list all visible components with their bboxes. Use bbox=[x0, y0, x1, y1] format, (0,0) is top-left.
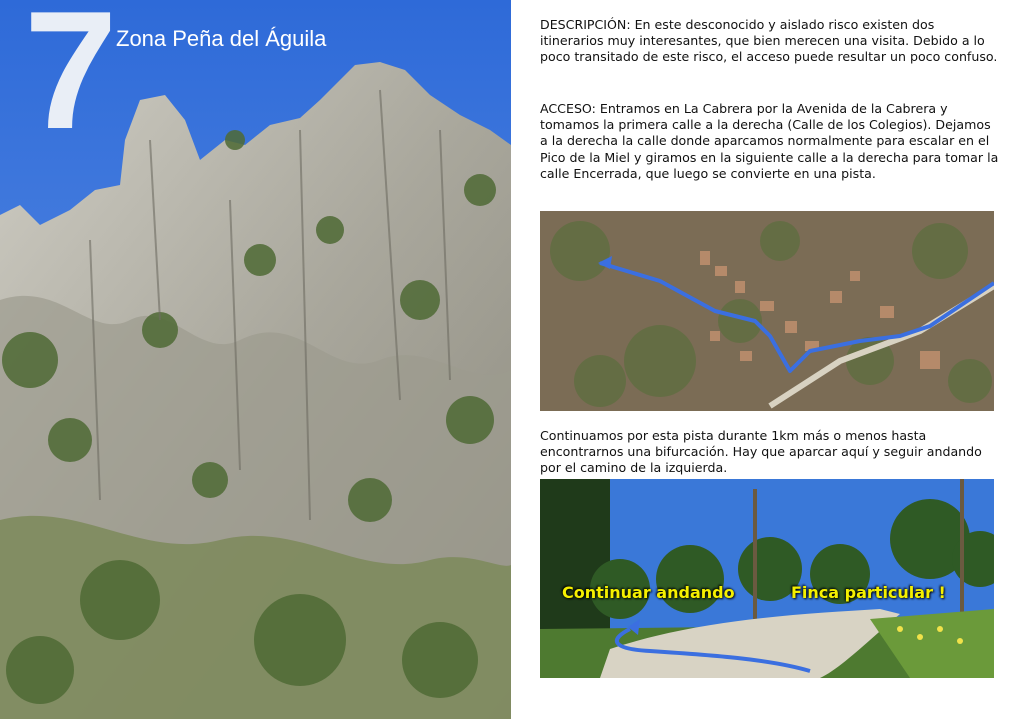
description-paragraph: DESCRIPCIÓN: En este desconocido y aislado risco existen dos itinerarios muy interesantes, que bien merecen una visita. Debido a lo poco transitado de este risco, el acceso puede resultar un poco confuso. bbox=[540, 17, 998, 65]
private-property-label: Finca particular ! bbox=[791, 583, 946, 602]
path-illustration bbox=[540, 479, 994, 678]
rock-photo bbox=[0, 0, 511, 719]
access-paragraph: ACCESO: Entramos en La Cabrera por la Avenida de la Cabrera y tomamos la primera calle a la derecha (Calle de los Colegios). Dejamos a la derecha la calle donde aparcamos normalmente para escalar en el Pico de la Miel y giramos en la siguiente calle a la derecha para tomar la calle Encerrada, que luego se convierte en una pista. bbox=[540, 101, 999, 181]
continue-walking-label: Continuar andando bbox=[562, 583, 735, 602]
right-panel bbox=[511, 0, 1024, 719]
zone-title: Zona Peña del Águila bbox=[116, 26, 327, 51]
satellite-map bbox=[540, 211, 994, 411]
zone-number: 7 bbox=[24, 0, 112, 164]
map-illustration bbox=[540, 211, 994, 411]
continue-paragraph: Continuamos por esta pista durante 1km más o menos hasta encontrarnos una bifurcación. Hay que aparcar aquí y seguir andando por el camino de la izquierda. bbox=[540, 428, 982, 476]
path-photo bbox=[540, 479, 994, 678]
